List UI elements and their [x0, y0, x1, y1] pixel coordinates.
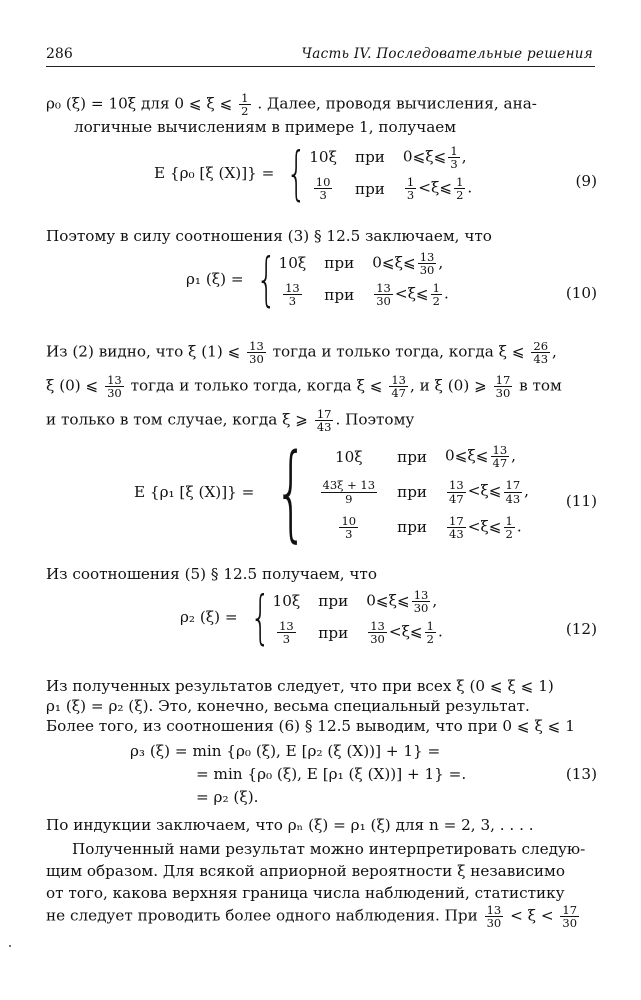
equation-11 [134, 431, 529, 553]
fraction: $\frac{13}{3}$ [279, 619, 294, 647]
equation-cases: 10ξ при 0⩽ξ⩽ $\frac{13}{30}$ , $\frac{13}{3}$ при $\frac{13}{30}$ <ξ⩽ $\frac{1}{2}$ . [278, 249, 449, 309]
equation-cases: 10ξ при 0⩽ξ⩽ $\frac{13}{30}$ , $\frac{13}{3}$ при $\frac{13}{30}$ <ξ⩽ $\frac{1}{2}$ . [272, 587, 443, 647]
text-line [46, 92, 537, 117]
fraction: $\frac{13}{3}$ [285, 281, 300, 309]
text-line: щим образом. Для всякой априорной вероятности ξ независимо [46, 862, 565, 880]
equation-10 [186, 245, 449, 313]
equation-number: (9) [575, 172, 597, 190]
fraction: $\frac{17}{43}$ [505, 478, 521, 506]
fraction: $\frac{1}{3}$ [450, 143, 458, 171]
equation-13-line: ρ₃ (ξ) = min {ρ₀ (ξ), E [ρ₂ (ξ (X))] + 1} = [130, 742, 441, 760]
text-line: Более того, из соотношения (6) § 12.5 выводим, что при 0 ⩽ ξ ⩽ 1 [46, 717, 575, 735]
text-line: ρ₁ (ξ) = ρ₂ (ξ). Это, конечно, весьма специальный результат. [46, 697, 530, 715]
equation-cases: 10ξ при 0⩽ξ⩽ $\frac{1}{3}$ , $\frac{10}{3}$ при $\frac{1}{3}$ <ξ⩽ $\frac{1}{2}$ . [309, 143, 473, 203]
fraction: $\frac{1}{2}$ [456, 175, 464, 203]
text-line: Из полученных результатов следует, что при всех ξ (0 ⩽ ξ ⩽ 1) [46, 677, 554, 695]
fraction: $\frac{13}{30}$ [486, 903, 502, 931]
equation-number: (13) [565, 765, 597, 783]
fraction: $\frac{26}{43}$ [533, 339, 549, 367]
left-brace: { [249, 583, 271, 651]
equation-13-line: = min {ρ₀ (ξ), E [ρ₁ (ξ (X))] + 1} =. [196, 765, 467, 783]
equation-9 [154, 139, 473, 207]
text-line: от того, какова верхняя граница числа наблюдений, статистику [46, 884, 565, 902]
fraction: $\frac{13}{30}$ [376, 281, 391, 309]
equation-lhs: E {ρ₀ [ξ (X)]} = [154, 164, 275, 182]
left-brace: { [286, 139, 307, 207]
fraction: $\frac{13}{30}$ [413, 587, 429, 615]
fraction: $\frac{17}{43}$ [449, 513, 464, 541]
text-line: ξ (0) ⩽ $\frac{13}{30}$ тогда и только тогда, когда ξ ⩽ $\frac{13}{47}$ , и ξ (0) ⩾ $\frac{17}{30}$ в том [46, 373, 562, 401]
left-brace: { [255, 245, 277, 313]
equation-12 [180, 583, 443, 651]
fraction: $\frac{1}{2}$ [505, 513, 513, 541]
fraction: $\frac{1}{2}$ [426, 619, 434, 647]
text-line: Полученный нами результат можно интерпретировать следую- [72, 840, 586, 858]
fraction: $\frac{13}{47}$ [449, 478, 464, 506]
text-line: Из (2) видно, что ξ (1) ⩽ $\frac{13}{30}$ тогда и только тогда, когда ξ ⩽ $\frac{26}{43}$ , [46, 339, 557, 367]
equation-number: (10) [565, 284, 597, 302]
text-fragment: ρ₀ (ξ) = 10ξ для 0 ⩽ ξ ⩽ [46, 94, 233, 113]
left-brace: { [274, 431, 308, 553]
running-head: Часть IV. Последовательные решения [301, 46, 593, 62]
fraction: $\frac{17}{30}$ [495, 373, 511, 401]
fraction: $\frac{1}{2}$ [432, 281, 440, 309]
fraction: $\frac{13}{30}$ [107, 373, 122, 401]
equation-lhs: ρ₁ (ξ) = [186, 270, 244, 288]
equation-lhs: ρ₂ (ξ) = [180, 608, 238, 626]
text-line: Из соотношения (5) § 12.5 получаем, что [46, 565, 377, 583]
fraction: $\frac{1}{3}$ [406, 175, 415, 203]
text-line: не следует проводить более одного наблюдения. При $\frac{13}{30}$ < ξ < $\frac{17}{30}$ [46, 903, 578, 931]
fraction: $\frac{17}{43}$ [316, 407, 332, 435]
equation-13-line: = ρ₂ (ξ). [196, 788, 259, 806]
text-line: логичные вычислениям в примере 1, получаем [74, 118, 457, 136]
fraction: $\frac{10}{3}$ [341, 513, 357, 541]
fraction: $\frac{43\xi + 13}{9}$ [322, 478, 376, 506]
text-line: и только в том случае, когда ξ ⩾ $\frac{17}{43}$ . Поэтому [46, 407, 415, 435]
fraction: $\frac{1}{2}$ [241, 91, 249, 119]
fraction: $\frac{10}{3}$ [315, 175, 331, 203]
fraction: $\frac{13}{47}$ [492, 443, 508, 471]
fraction: $\frac{13}{30}$ [249, 339, 264, 367]
text-line: Поэтому в силу соотношения (3) § 12.5 заключаем, что [46, 227, 492, 245]
fraction: $\frac{13}{30}$ [370, 619, 385, 647]
equation-lhs: E {ρ₁ [ξ (X)]} = [134, 483, 255, 501]
equation-cases: 10ξ при 0⩽ξ⩽ $\frac{13}{47}$ , $\frac{43\xi + 13}{9}$ при $\frac{13}{47}$ <ξ⩽ $\frac{17}{43}$ , $\frac{10}{3}$ при $\frac{17}{43}$ <ξ⩽ $\frac{1}{2}$ . [322, 443, 529, 541]
text-fragment: . Далее, проводя вычисления, ана- [257, 94, 537, 113]
fraction: $\frac{13}{47}$ [391, 373, 406, 401]
equation-number: (12) [565, 620, 597, 638]
fraction: $\frac{13}{30}$ [419, 249, 435, 277]
page-number: 286 [46, 46, 73, 62]
scan-speck [9, 945, 11, 947]
fraction: $\frac{17}{30}$ [562, 903, 578, 931]
text-line: По индукции заключаем, что ρₙ (ξ) = ρ₁ (ξ) для n = 2, 3, . . . . [46, 816, 534, 834]
header-rule [46, 66, 595, 67]
equation-number: (11) [565, 492, 597, 510]
